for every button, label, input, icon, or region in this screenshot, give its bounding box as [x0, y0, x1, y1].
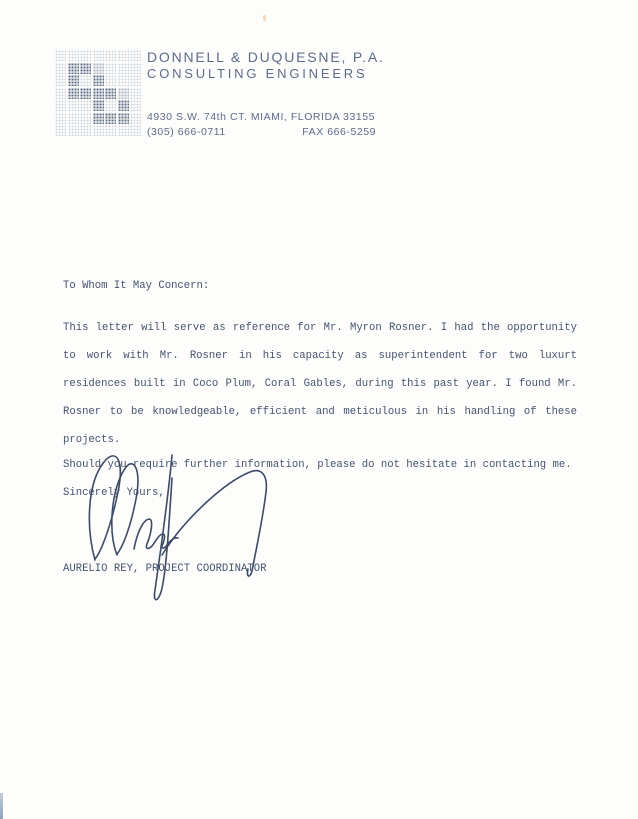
logo-cell [118, 75, 129, 86]
company-name: DONNELL & DUQUESNE, P.A. [147, 49, 385, 65]
logo-cell [80, 125, 91, 136]
company-logo [55, 50, 141, 136]
logo-cell [93, 113, 104, 124]
body-line: residences built in Coco Plum, Coral Gables, during this past year. I found Mr. [63, 378, 577, 390]
logo-cell [80, 63, 91, 74]
logo-cell [55, 88, 66, 99]
logo-cell [80, 113, 91, 124]
phone-number: (305) 666-0711 [147, 126, 226, 138]
logo-cell [130, 113, 141, 124]
closing-line: Should you require further information, please do not hesitate in contacting me. [63, 459, 572, 471]
logo-cell [55, 125, 66, 136]
logo-cell [55, 63, 66, 74]
logo-cell [118, 88, 129, 99]
body-line: Rosner to be knowledgeable, efficient and meticulous in his handling of these [63, 406, 577, 418]
logo-cell [68, 88, 79, 99]
logo-cell [105, 88, 116, 99]
logo-cell [93, 75, 104, 86]
logo-cell [130, 63, 141, 74]
logo-cell [118, 125, 129, 136]
logo-cell [105, 125, 116, 136]
body-paragraph [63, 314, 577, 454]
logo-cell [68, 100, 79, 111]
logo-cell [130, 100, 141, 111]
logo-cell [80, 100, 91, 111]
company-address: 4930 S.W. 74th CT. MIAMI, FLORIDA 33155 [147, 111, 376, 123]
sign-off: Sincerely Yours, [63, 487, 165, 499]
body-line: to work with Mr. Rosner in his capacity as superintendent for two luxurt [63, 350, 577, 362]
logo-cell [93, 88, 104, 99]
logo-cell [118, 113, 129, 124]
logo-cell [68, 125, 79, 136]
logo-cell [55, 100, 66, 111]
logo-cell [68, 75, 79, 86]
logo-cell [105, 75, 116, 86]
logo-cell [118, 50, 129, 61]
logo-cell [130, 125, 141, 136]
logo-cell [55, 75, 66, 86]
logo-cell [93, 50, 104, 61]
logo-cell [68, 113, 79, 124]
logo-cell [93, 125, 104, 136]
logo-cell [93, 63, 104, 74]
logo-cell [93, 100, 104, 111]
logo-cell [55, 113, 66, 124]
logo-cell [105, 50, 116, 61]
logo-cell [105, 100, 116, 111]
logo-cell [130, 75, 141, 86]
company-subtitle: CONSULTING ENGINEERS [147, 66, 368, 81]
body-line: projects. [63, 434, 121, 446]
body-line: This letter will serve as reference for Mr. Myron Rosner. I had the opportunity [63, 322, 577, 334]
logo-cell [118, 100, 129, 111]
salutation: To Whom It May Concern: [63, 280, 210, 292]
logo-cell [55, 50, 66, 61]
scan-speck [263, 15, 266, 21]
signature-name-line: AURELIO REY, PROJECT COORDINATOR [63, 563, 267, 575]
logo-cell [80, 50, 91, 61]
handwritten-signature [50, 440, 290, 615]
logo-cell [118, 63, 129, 74]
logo-cell [68, 50, 79, 61]
fax-number: FAX 666-5259 [302, 126, 376, 138]
logo-cell [105, 113, 116, 124]
logo-cell [80, 88, 91, 99]
phone-fax-row [147, 126, 376, 138]
logo-cell [130, 88, 141, 99]
logo-cell [68, 63, 79, 74]
logo-cell [80, 75, 91, 86]
scan-edge-artifact [0, 793, 3, 819]
logo-cell [105, 63, 116, 74]
logo-cell [130, 50, 141, 61]
